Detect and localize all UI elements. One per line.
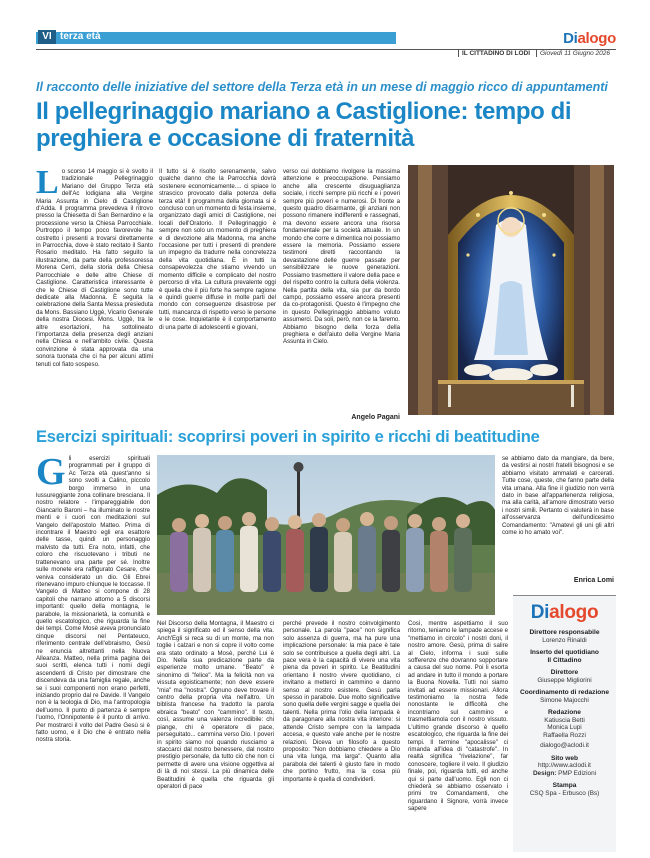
- page-number: VI: [38, 30, 56, 44]
- article1-col1-text: o scorso 14 maggio si è svolto il tradizionale Pellegrinaggio Mariano del Gruppo Terza età dell'Ac lodigiana alla Vergine Maria Assunta in Cielo di Castiglione d'Adda. Il programma prevedeva il ritrovo presso la Chiesetta di San Bernardino e la processione verso la Chiesa Parrocchiale. Purtroppo il tempo poco favorevole ha costretto i presenti a trovarsi direttamente in Parrocchia, dove è stato recitato il Santo Rosario meditato. Ha fatto seguito la illustrazione, da parte della professoressa Morena Cerri, della storia della Chiesa Parrocchiale e delle altre Chiese di Castiglione. Caratteristica interessante è che le Chiese di Castiglione sono tutte dedicate alla Madonna. È seguita la celebrazione della Santa Messa presieduta da Mons. Bassiano Uggè, Vicario Generale della nostra Diocesi. Mons. Uggè, tra le altre esortazioni, ha sottolineato l'importanza della presenza degli anziani nella Chiesa e nell'ambito civile. Questa convinzione è stata approvata da una sonora tuonata che ci ha per alcuni attimi tenuti col fiato sospeso.: [36, 168, 153, 368]
- madonna-altar-image: [408, 165, 614, 415]
- masthead-box: [513, 595, 616, 852]
- masthead-name: Monica Lupi: [547, 724, 582, 731]
- article1-column-2: [159, 168, 276, 418]
- masthead-role: Stampa: [552, 782, 577, 789]
- masthead-role: Direttore: [550, 669, 579, 676]
- group-photo: [157, 455, 495, 615]
- article1-headline: Il pellegrinaggio mariano a Castiglione: tempo di preghiera e occasione di fraternità: [36, 98, 572, 152]
- article1-kicker: Il racconto delle iniziative del settore della Terza età in un mese di maggio ricco di appuntamenti: [36, 80, 608, 94]
- masthead-name: Il Cittadino: [547, 656, 582, 664]
- page-header: [36, 30, 616, 56]
- masthead-name: Katiuscia Betti: [544, 716, 585, 724]
- article1-dropcap: L: [36, 168, 59, 201]
- masthead-role: Design:: [532, 769, 557, 777]
- article2-column-3: [283, 620, 400, 852]
- masthead-role: Inserto del quotidiano: [530, 649, 599, 656]
- header-logo: [563, 30, 616, 47]
- article1-col2-text: Il tutto si è risolto serenamente, salvo qualche danno che la Parrocchia dovrà sostenere economicamente.... ci spiace lo strascico provocato dalla potenza della terza età! Il programma della giornata si è concluso con un momento di festa insieme, organizzato dagli amici di Castiglione, nei locali dell'Oratorio. Il Pellegrinaggio è sempre non solo un momento di preghiera e di devozione alla Madonna, ma anche l'occasione per tutti i presenti di prendere un impegno da tradurre nella concretezza della vita quotidiana. È in tutti la consapevolezza che stiamo vivendo un momento difficile e complicato del nostro percorso di vita. La cultura prevalente oggi è quella che il più forte ha sempre ragione e quindi guerre diffuse in molte parti del mondo con conseguenze disastrose per tutti, mancanza di rispetto verso le persone e le cose. Inquietante è il comportamento di una parte di adolescenti e giovani,: [159, 168, 276, 331]
- masthead-logo-text: Dialogo: [530, 602, 599, 623]
- article1-byline: Angelo Pagani: [351, 414, 400, 421]
- masthead-name: CSQ Spa - Erbusco (Bs): [529, 789, 600, 797]
- article2-headline: Esercizi spirituali: scoprirsi poveri in spirito e ricchi di beatitudine: [36, 428, 540, 446]
- issue-date: Giovedì 11 Giugno 2026: [536, 50, 610, 57]
- article1-col3-text: verso cui dobbiamo rivolgere la massima attenzione e preoccupazione. Pensiamo anche alla crescente disuguaglianza sociale, i ricchi sempre più ricchi e i poveri sempre più poveri e numerosi. Di fronte a questo quadro disarmante, gli anziani non possono rimanere indifferenti e rassegnati, ma devono essere ancora una risorsa fondamentale per la società attuale. In un mondo che corre e dimentica noi possiamo essere la memoria. Possiamo essere testimoni diretti raccontando la devastazione delle guerre passate per sensibilizzare le nuove generazioni. Possiamo trasmettere il valore della pace e del rispetto contro la cultura della violenza. Nella partita della vita, sia pur da bordo campo, possiamo essere ancora presenti da co-protagonisti. Questo è l'impegno che in questo Pellegrinaggio abbiamo voluto assumerci. Da soli, però, non ce la faremo. Abbiamo bisogno della forza della preghiera e dell'aiuto della Vergine Maria Assunta in Cielo.: [283, 168, 400, 346]
- logo-text: Dialogo: [563, 30, 616, 47]
- article2-dropcap: G: [36, 455, 66, 493]
- madonna-photo: [408, 165, 614, 415]
- article2-column-4: [408, 620, 508, 852]
- masthead-email[interactable]: dialogo@aclodi.it: [540, 742, 589, 749]
- masthead-website[interactable]: http://www.aclodi.it: [538, 762, 591, 769]
- masthead-logo: [513, 602, 616, 624]
- masthead-name: Simone Majocchi: [540, 696, 589, 704]
- article2-col5-text: se abbiamo dato da mangiare, da bere, da vestirsi ai nostri fratelli bisognosi e se abbiamo visitato ammalati e carcerati. Tutte cose, queste, che fanno parte della vita umana. Alla fine il giudizio non verrà dato in base all'appartenenza religiosa, ma alla carità, all'amore dimostrato verso i nostri simili. Pertanto ci valuterà in base all'osservanza dell'undicesimo Comandamento: "Amatevi gli uni gli altri come io ho amato voi".: [502, 455, 614, 537]
- masthead-name: PMP Edizioni: [558, 769, 597, 777]
- masthead-name: Giuseppe Migliorini: [537, 676, 592, 684]
- article2-column-2: [157, 620, 274, 852]
- article2-column-1: [36, 455, 150, 850]
- article1-column-3: [283, 168, 400, 413]
- article1-column-1: [36, 168, 153, 406]
- masthead-name: Raffaella Rozzi: [543, 731, 586, 739]
- article2-byline: Enrica Lomi: [573, 577, 614, 584]
- masthead-name: Lorenzo Rinaldi: [542, 636, 587, 644]
- masthead-role: Sito web: [550, 754, 579, 762]
- article2-col2-text: Nel Discorso della Montagna, il Maestro ci spiega il significato ed il senso della vita. Anch'Egli si reca su di un monte, ma non toglie i calzari e non si copre il volto come era stato ordinato a Mosè, perché Lui è Dio. Nella sua predicazione parte da esperienze molto umane. "Beato" è sinonimo di "felice". Ma la felicità non va vissuta egoisticamente; non deve essere "mia" ma "nostra". Ognuno deve trovare il centro della propria vita nell'altro. Un biblista francese ha tradotto la parola ebraica "beato" con "cammino". Il testo, così, assume una valenza incredibile: chi piange, chi è operatore di pace, perseguitato... cammina verso Dio. I poveri in spirito siamo noi quando riusciamo a staccarci dal nostro benessere, dal nostro prestigio personale, da tutto ciò che non ci permette di avere una visione oggettiva al di là di noi stessi. La più dinamica delle Beatitudini è quella che riguarda gli operatori di pace: [157, 620, 274, 790]
- masthead-role: Redazione: [548, 709, 581, 716]
- newspaper-name: IL CITTADINO DI LODI: [458, 50, 530, 57]
- article2-column-5: [502, 455, 614, 579]
- article2-col4-text: Così, mentre aspettiamo il suo ritorno, teniamo le lampade accese e "mettiamo in circolo" i nostri doni, il nostro amore. Gesù, prima di salire al Cielo, informa i suoi sulle sofferenze che dovranno sopportare a causa del suo nome. Poi li esorta ad andare in tutto il mondo a portare la Buona Novella. Tutti noi siamo invitati ad essere missionari. Allora testimoniamo la nostra fede nonostante le difficoltà che incontriamo sul cammino e trasmettiamola con il nostro vissuto. L'ultimo grande discorso è quello escatologico, che riguarda la fine dei tempi. Il termine "apocalisse" ci rimanda all'idea di "catastrofe". In realtà significa "rivelazione", far conoscere, togliere il velo. Il giudizio finale, poi, riguarda tutti, ed anche qui si parte dall'uomo. Egli non ci chiederà se abbiamo osservato i primi tre Comandamenti, che riguardano il Signore, vorrà invece sapere: [408, 620, 508, 813]
- article2-col1-text: li esercizi spirituali programmati per il gruppo di Ac Terza età quest'anno si sono svolti a Calino, piccolo borgo immerso in una lussureggiante zona collinare bresciana. Il nostro relatore - l'impareggiabile don Giancarlo Baroni – ha illuminato le nostre menti e i cuori con meditazioni sul Vangelo dell'apostolo Matteo. Prima di incontrare il Maestro egli era esattore delle tasse, quindi un personaggio malvisto da tutti. Era noto, infatti, che coloro che riscuotevano i tributi ne trattenevano una parte per sé. Inoltre sulle monete era raffigurato Cesare, che veniva considerato un dio. Gli Ebrei ritenevano impuro chiunque le toccasse. Il Vangelo di Matteo si compone di 28 capitoli che narrano attorno a 5 discorsi importanti: quello della montagna, le parabole, la missionarietà, la comunità e quello escatologico, che riguarda la fine dei tempi. Come Mosè aveva pronunciato cinque discorsi nel Pentateuco, riferimento centrale dell'ebraismo, Gesù ne enuncia altrettanti nella Nuova Alleanza. Matteo, nella prima pagina dei suoi scritti, elenca tutti i nomi degli ascendenti di Cristo per dimostrare che discendeva da una famiglia regale, anche se i suoi componenti non erano perfetti, iniziando proprio dal re Davide. Il Vangelo non è la teologia di Dio, ma l'antropologia dell'uomo. Il punto di partenza è sempre l'uomo, l'Onnipotente è il punto di arrivo. Per mostrarci il volto del Padre Gesù si è fatto uomo, e il Dio che è entrato nella nostra storia.: [36, 455, 150, 744]
- group-photo-image: [157, 455, 495, 615]
- article2-col3-text: perché prevede il nostro coinvolgimento personale. La parola "pace" non significa solo assenza di guerra, ma ha pure una implicazione personale: la mia pace è tale solo se contribuisce a quella degli altri. La pace vera è la capacità di vivere una vita piena da poveri in spirito. Le Beatitudini orientano il nostro vivere quotidiano, ci invitano a metterci in cammino e danno senso al nostro esistere. Gesù parla spesso in parabole. Due molto significative sono quella delle vergini sagge e quella dei talenti. Nella prima l'olio della lampada è da paragonare alla nostra vita interiore: si attende Cristo sempre con la lampada accesa, e questo vale anche per le nostre relazioni. Diceva un filosofo a questo proposito: "Non dobbiamo chiedere a Dio una vita lunga, ma larga". Quanto alla parabola dei talenti è giusto fare in modo che portino frutto, ma la cosa più importante è quella di condividerli.: [283, 620, 400, 783]
- section-label: terza età: [60, 31, 101, 42]
- masthead-role: Direttore responsabile: [529, 629, 600, 636]
- masthead-role: Coordinamento di redazione: [519, 689, 610, 696]
